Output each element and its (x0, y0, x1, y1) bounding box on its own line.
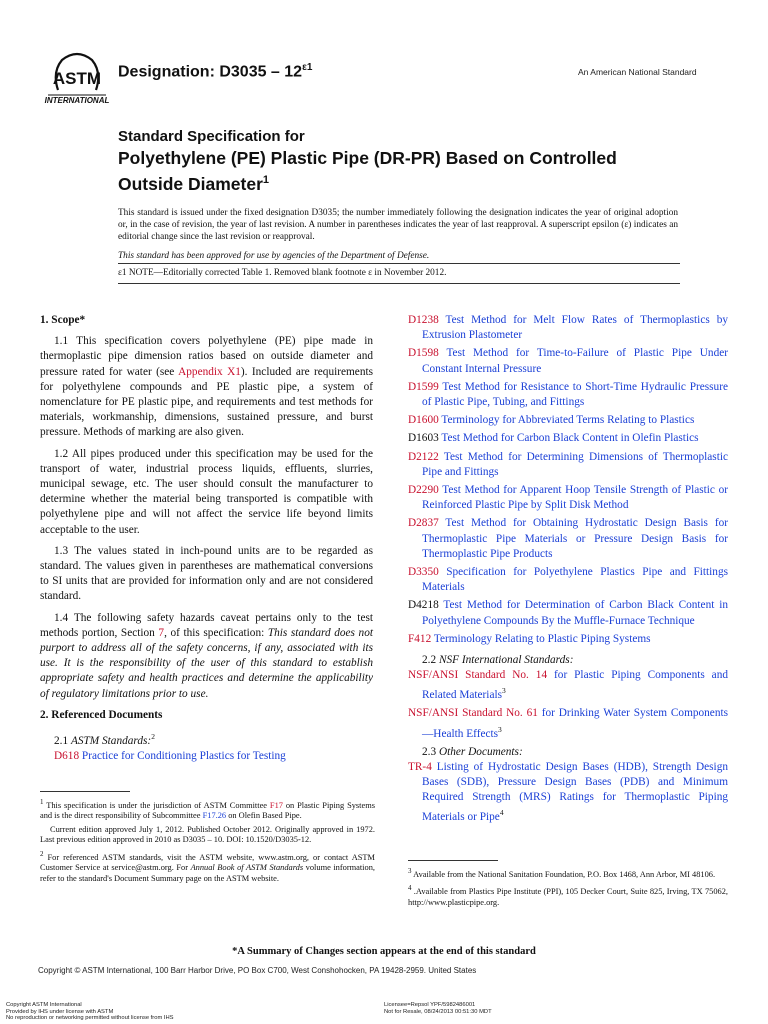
footnote-1: $^1$ This specification is under the jurisdiction of ASTM Committee F17 on Plastic Piping Systems and is the direct responsibility of Subcommittee F17.26 on Olefin Based Pipe. (40, 798, 375, 821)
editorial-note: ε1 NOTE—Editorially corrected Table 1. Removed blank footnote ε in November 2012. (118, 268, 447, 278)
appendix-x1-link[interactable]: Appendix X1 (178, 365, 241, 378)
ref-code-link[interactable]: D4218 (408, 599, 439, 612)
section-7-link[interactable]: 7 (158, 626, 165, 639)
ref-code-link[interactable]: TR-4 (408, 760, 432, 773)
ref-title-link[interactable]: Test Method for Determination of Carbon Black Content in Polyethylene Compounds By the Muffle-Furnace Technique (422, 599, 728, 627)
ref-code-link[interactable]: D2837 (408, 517, 439, 530)
ref-code-link[interactable]: NSF/ANSI Standard No. 61 (408, 707, 538, 720)
dod-approval: This standard has been approved for use by agencies of the Department of Defense. (118, 251, 430, 261)
intro-block (118, 207, 678, 269)
divider (118, 283, 680, 284)
reference-item (408, 565, 728, 595)
ref-title-link[interactable]: Test Method for Obtaining Hydrostatic Design Basis for Thermoplastic Pipe Materials or Pressure Design Basis for Thermoplastic Pipe Products (422, 517, 728, 560)
ref-title-link[interactable]: Test Method for Melt Flow Rates of Thermoplastics by Extrusion Plastometer (422, 314, 728, 342)
f17-link[interactable]: F17 (269, 800, 283, 810)
title-line-2: Polyethylene (PE) Plastic Pipe (DR-PR) Based on Controlled (118, 148, 617, 168)
ref-d618 (40, 749, 373, 764)
footnotes-right (408, 860, 728, 911)
ref-title-link[interactable]: Test Method for Time-to-Failure of Plastic Pipe Under Constant Internal Pressure (422, 347, 728, 375)
other-docs-subhead: 2.3 Other Documents: (422, 745, 523, 758)
ref-title-link[interactable]: for Plastic Piping Components and Related Materials (422, 669, 728, 702)
para-1-1: 1.1 This specification covers polyethylene (PE) pipe made in thermoplastic pipe dimension ratios based on outside diameter and pressure rated for water (see Appendix X1). Included are requirements for polyethylene compounds and PE plastic pipe, a system of nomenclature for PE plastic pipe, and requirements and test methods for materials, workmanship, dimensions, sustained pressure, and burst pressure. Methods of marking are also given. (40, 335, 373, 439)
logo-text: ASTM (52, 69, 102, 88)
nsf-subhead: 2.2 NSF International Standards: (422, 654, 574, 667)
astm-reference-list (408, 313, 728, 647)
footnote-1-edition: Current edition approved July 1, 2012. Published October 2012. Originally approved in 1972. Last previous edition approved in 2010 as D3035 – 10. DOI: 10.1520/D3035-12. (40, 824, 375, 845)
ref-code-link[interactable]: D2290 (408, 484, 439, 497)
ref-title-link[interactable]: Terminology Relating to Plastic Piping Systems (431, 632, 651, 645)
section-refdocs-heading: 2. Referenced Documents (40, 708, 163, 721)
reference-item (408, 313, 728, 343)
ref-code-link[interactable]: D3350 (408, 566, 439, 579)
ref-title-link[interactable]: Practice for Conditioning Plastics for Testing (79, 750, 286, 763)
title-line-1: Standard Specification for (118, 128, 305, 145)
ref-code-link[interactable]: F412 (408, 632, 432, 645)
ref-code-link[interactable]: D1238 (408, 314, 439, 326)
license-block-right: Licensee=Repsol YPF/5982486001 Not for Resale, 08/24/2013 00:51:30 MDT (384, 1002, 492, 1015)
ref-code-link[interactable]: D2122 (408, 450, 439, 463)
license-block-left: Copyright ASTM International Provided by IHS under license with ASTM No reproduction or networking permitted without license from IHS (6, 1002, 174, 1022)
reference-item (408, 598, 728, 628)
reference-item (408, 483, 728, 513)
ref-title-link[interactable]: Test Method for Determining Dimensions of Thermoplastic Pipe and Fittings (422, 450, 728, 478)
logo-subtext: INTERNATIONAL (44, 96, 110, 105)
para-1-4: 1.4 The following safety hazards caveat pertains only to the test methods portion, Section 7, of this specification: This standard does not purport to address all of the safety concerns, if any, associated with its use. It is the responsibility of the user of this standard to establish appropriate safety and health practices and determine the applicability of regulatory limitations prior to use. (40, 611, 373, 700)
american-national-standard-label: An American National Standard (578, 67, 697, 77)
ref-tr4: TR-4 Listing of Hydrostatic Design Bases (HDB), Strength Design Bases (SDB), Pressure Design Bases (PDB) and Minimum Required Strength (MRS) Ratings for Thermoplastic Piping Materials or Pipe$^4$ (408, 760, 728, 824)
summary-note: *A Summary of Changes section appears at the end of this standard (232, 946, 536, 957)
reference-item (408, 516, 728, 562)
reference-item (408, 632, 728, 647)
reference-item (408, 431, 728, 446)
para-1-2: 1.2 All pipes produced under this specification may be used for the transport of water, industrial process liquids, effluents, slurries, municipal sewage, etc. The user should consult the manufacturer to determine whether the material being transported is compatible with polyethylene pipe and will not affect the service life beyond limits acceptable to the user. (40, 447, 373, 536)
designation: Designation: $D3035 - 12^{\varepsilon 1}$ (118, 62, 313, 81)
ref-code-link[interactable]: D1599 (408, 380, 439, 393)
astm-standards-subhead: 2.1 ASTM Standards:$^2$ (54, 732, 155, 747)
footnote-2: $^2$ For referenced ASTM standards, visit the ASTM website, www.astm.org, or contact ASTM Customer Service at service@astm.org. For Annual Book of ASTM Standards volume information, refer to the standard's Document Summary page on the ASTM website. (40, 849, 375, 883)
nsf-reference-list (408, 668, 728, 741)
left-column (40, 313, 373, 764)
title-line-3: Outside Diameter$^1$ (118, 173, 270, 194)
ref-title-link[interactable]: Specification for Polyethylene Plastics Pipe and Fittings Materials (422, 566, 728, 594)
ref-code-link[interactable]: D1603 (408, 432, 439, 445)
reference-item (408, 380, 728, 410)
ref-title-link[interactable]: Test Method for Carbon Black Content in Olefin Plastics (438, 432, 699, 445)
divider (118, 263, 680, 264)
intro-paragraph: This standard is issued under the fixed designation D3035; the number immediately following the designation indicates the year of original adoption or, in the case of revision, the year of last revision. A number in parentheses indicates the year of last reapproval. A superscript epsilon (ε) indicates an editorial change since the last revision or reapproval. (118, 208, 678, 242)
footnote-3: $^3$ Available from the National Sanitation Foundation, P.O. Box 1468, Ann Arbor, MI 48106. (408, 867, 716, 879)
reference-item (408, 346, 728, 376)
copyright-line: Copyright © ASTM International, 100 Barr Harbor Drive, PO Box C700, West Conshohocken, PA 19428-2959. United States (38, 966, 477, 975)
ref-title-link[interactable]: for Drinking Water System Components—Health Effects (422, 707, 729, 740)
ref-code-link[interactable]: D1598 (408, 347, 439, 360)
reference-item: NSF/ANSI Standard No. 14 for Plastic Piping Components and Related Materials$^3$ (408, 669, 728, 702)
para-1-3: 1.3 The values stated in inch-pound units are to be regarded as standard. The values given in parentheses are mathematical conversions to SI units that are provided for information only and are not considered standard. (40, 544, 373, 603)
reference-item (408, 450, 728, 480)
ref-title-link[interactable]: Listing of Hydrostatic Design Bases (HDB), Strength Design Bases (SDB), Pressure Design Bases (PDB) and Minimum Required Strength (MRS) Ratings for Thermoplastic Piping Materials or Pipe (422, 760, 728, 824)
reference-item: NSF/ANSI Standard No. 61 for Drinking Water System Components—Health Effects$^3$ (408, 707, 729, 740)
f1726-link[interactable]: F17.26 (202, 811, 227, 821)
footnotes-left (40, 791, 375, 887)
ref-code-link[interactable]: NSF/ANSI Standard No. 14 (408, 669, 548, 682)
section-scope-heading: 1. Scope* (40, 314, 86, 326)
ref-title-link[interactable]: Test Method for Apparent Hoop Tensile Strength of Plastic or Reinforced Plastic Pipe by Split Disk Method (422, 484, 728, 512)
ref-title-link[interactable]: Terminology for Abbreviated Terms Relating to Plastics (438, 414, 695, 427)
reference-item (408, 413, 728, 428)
ref-title-link[interactable]: Test Method for Resistance to Short-Time Hydraulic Pressure of Plastic Pipe, Tubing, and Fittings (422, 380, 728, 409)
ref-code-link[interactable]: D1600 (408, 414, 439, 427)
right-column (408, 313, 728, 828)
astm-logo (44, 50, 110, 106)
footnote-4: $^4$ .Available from Plastics Pipe Institute (PPI), 105 Decker Court, Suite 825, Irving, TX 75062, http://www.plasticpipe.org. (408, 884, 728, 907)
document-title (118, 127, 738, 195)
ref-code-link[interactable]: D618 (54, 750, 80, 763)
